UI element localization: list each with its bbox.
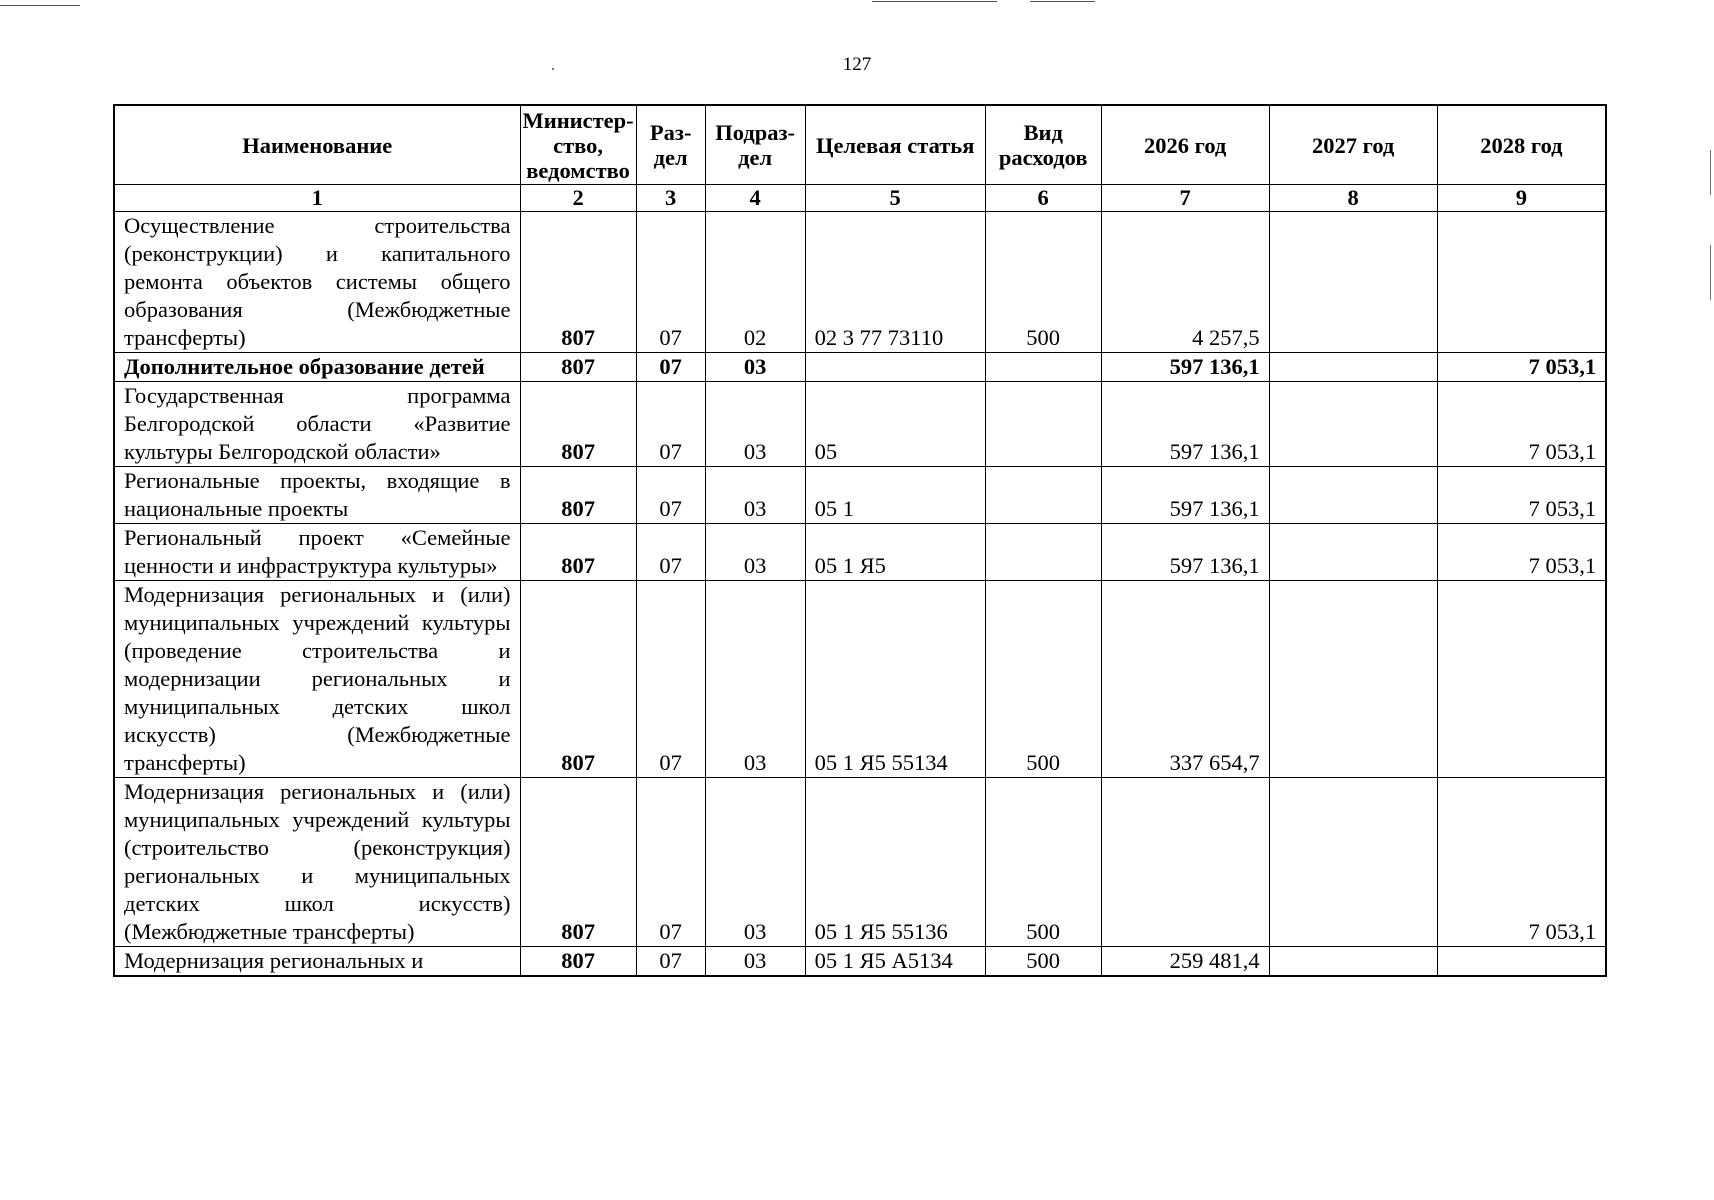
column-header-expense-type: Вид расходов [985,105,1101,185]
amount-2028: 7 053,1 [1437,467,1606,524]
row-name: Модернизация региональных и (или) муниципальных учреждений культуры (проведение строительства и модернизации региональных и муниципальных детских школ искусств) (Межбюджетные трансферты) [114,581,520,778]
amount-2026: 259 481,4 [1101,947,1269,977]
row-name: Осуществление строительства (реконструкции) и капитального ремонта объектов системы общего образования (Межбюджетные трансферты) [114,212,520,353]
subsection-code: 02 [705,212,805,353]
target-article: 05 1 Я5 [805,524,985,581]
budget-table [113,104,1607,977]
scan-artifact-line [0,5,80,6]
expense-type [985,353,1101,382]
table-row [114,212,1606,353]
column-number: 1 [114,185,520,212]
subsection-code: 03 [705,467,805,524]
section-code: 07 [636,524,705,581]
table-row [114,382,1606,467]
ministry-code: 807 [520,778,636,947]
subsection-code: 03 [705,524,805,581]
section-code: 07 [636,382,705,467]
scan-artifact-line [1710,150,1711,195]
expense-type [985,382,1101,467]
amount-2027 [1269,581,1437,778]
column-header-ministry: Министер-ство, ведомство [520,105,636,185]
target-article: 05 1 Я5 55136 [805,778,985,947]
row-name: Модернизация региональных и [114,947,520,977]
amount-2027 [1269,778,1437,947]
ministry-code: 807 [520,581,636,778]
amount-2026: 4 257,5 [1101,212,1269,353]
row-name: Дополнительное образование детей [114,353,520,382]
row-name: Региональный проект «Семейные ценности и инфраструктура культуры» [114,524,520,581]
column-number: 6 [985,185,1101,212]
column-number-row [114,185,1606,212]
row-name: Модернизация региональных и (или) муниципальных учреждений культуры (строительство (реконструкция) региональных и муниципальных детских школ искусств) (Межбюджетные трансферты) [114,778,520,947]
table-row [114,467,1606,524]
scan-artifact-line [1710,245,1711,300]
amount-2028 [1437,947,1606,977]
subsection-code: 03 [705,382,805,467]
amount-2026: 337 654,7 [1101,581,1269,778]
row-name: Государственная программа Белгородской области «Развитие культуры Белгородской области» [114,382,520,467]
section-code: 07 [636,947,705,977]
column-header-section: Раз-дел [636,105,705,185]
table-row [114,353,1606,382]
column-number: 9 [1437,185,1606,212]
expense-type: 500 [985,947,1101,977]
target-article: 02 3 77 73110 [805,212,985,353]
subsection-code: 03 [705,581,805,778]
scan-artifact-line [1030,1,1095,2]
amount-2028: 7 053,1 [1437,524,1606,581]
header-row [114,105,1606,185]
column-number: 2 [520,185,636,212]
target-article: 05 1 [805,467,985,524]
column-header-name: Наименование [114,105,520,185]
ministry-code: 807 [520,467,636,524]
expense-type: 500 [985,581,1101,778]
page-number: 127 [842,54,872,75]
amount-2026: 597 136,1 [1101,382,1269,467]
column-number: 3 [636,185,705,212]
expense-type [985,524,1101,581]
amount-2028: 7 053,1 [1437,778,1606,947]
column-number: 8 [1269,185,1437,212]
column-number: 4 [705,185,805,212]
target-article: 05 [805,382,985,467]
target-article: 05 1 Я5 А5134 [805,947,985,977]
subsection-code: 03 [705,353,805,382]
amount-2028 [1437,581,1606,778]
amount-2026: 597 136,1 [1101,524,1269,581]
column-number: 5 [805,185,985,212]
table-row [114,778,1606,947]
section-code: 07 [636,467,705,524]
amount-2027 [1269,353,1437,382]
amount-2028: 7 053,1 [1437,382,1606,467]
target-article [805,353,985,382]
section-code: 07 [636,212,705,353]
section-code: 07 [636,581,705,778]
amount-2027 [1269,524,1437,581]
ministry-code: 807 [520,382,636,467]
table-row [114,581,1606,778]
amount-2027 [1269,467,1437,524]
ministry-code: 807 [520,947,636,977]
subsection-code: 03 [705,778,805,947]
table-body [114,212,1606,977]
ministry-code: 807 [520,353,636,382]
column-header-2027: 2027 год [1269,105,1437,185]
expense-type: 500 [985,778,1101,947]
column-header-2028: 2028 год [1437,105,1606,185]
section-code: 07 [636,778,705,947]
amount-2028 [1437,212,1606,353]
column-header-subsection: Подраз-дел [705,105,805,185]
ministry-code: 807 [520,524,636,581]
row-name: Региональные проекты, входящие в национальные проекты [114,467,520,524]
target-article: 05 1 Я5 55134 [805,581,985,778]
ministry-code: 807 [520,212,636,353]
expense-type: 500 [985,212,1101,353]
amount-2028: 7 053,1 [1437,353,1606,382]
column-number: 7 [1101,185,1269,212]
subsection-code: 03 [705,947,805,977]
amount-2027 [1269,382,1437,467]
amount-2026 [1101,778,1269,947]
amount-2026: 597 136,1 [1101,353,1269,382]
section-code: 07 [636,353,705,382]
table-row [114,947,1606,977]
table-row [114,524,1606,581]
amount-2027 [1269,947,1437,977]
column-header-target: Целевая статья [805,105,985,185]
expense-type [985,467,1101,524]
scan-artifact-line [872,1,997,2]
amount-2026: 597 136,1 [1101,467,1269,524]
column-header-2026: 2026 год [1101,105,1269,185]
amount-2027 [1269,212,1437,353]
